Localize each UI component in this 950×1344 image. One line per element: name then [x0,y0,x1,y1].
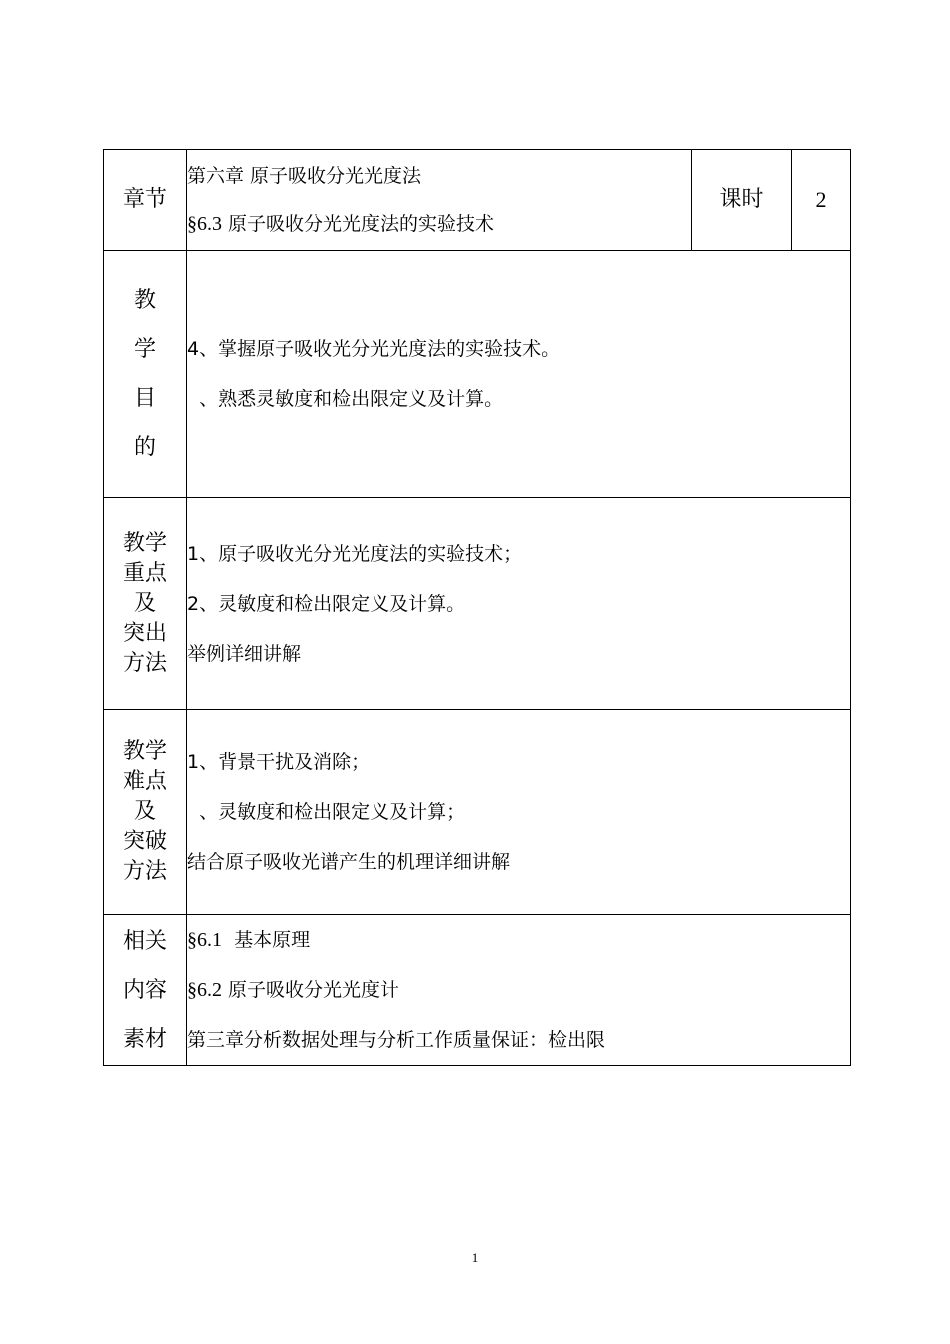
difficulties-label-line: 及 [133,799,156,824]
objectives-label-cell [104,251,187,498]
difficulties-label-line: 教学 [122,739,167,764]
chapter-title: 第六章 原子吸收分光光度法 [187,165,422,187]
row-related [104,915,851,1066]
related-label-line: 素材 [122,1026,167,1052]
difficulty-item: 、灵敏度和检出限定义及计算； [187,801,466,823]
difficulties-label-line: 难点 [122,769,167,794]
section-title [187,200,691,248]
related-label-line: 相关 [122,928,167,954]
related-item [187,965,850,1015]
chapter-label-cell [104,150,187,251]
lesson-plan-table [103,149,851,1066]
key-point-item: 2、灵敏度和检出限定义及计算。 [187,592,466,615]
related-label-line: 内容 [122,977,167,1003]
hours-value: 2 [815,187,827,212]
key-points-label-line: 突出 [122,620,167,646]
difficulty-item: 1、背景干扰及消除； [187,751,371,773]
section-number: §6.3 [187,213,222,235]
difficulty-method: 结合原子吸收光谱产生的机理详细讲解 [187,851,511,873]
difficulties-label-line: 突破 [122,829,167,854]
related-section-number: §6.2 [187,979,222,1001]
hours-label-cell [692,150,792,251]
objectives-label-char: 教 [133,288,156,313]
chapter-content-cell [187,150,692,251]
chapter-label: 章节 [122,187,167,212]
difficulties-label-line: 方法 [122,859,167,884]
difficulties-label-cell [104,710,187,915]
objectives-label-char: 的 [133,435,156,460]
key-points-label-cell [104,498,187,710]
section-name: 原子吸收分光光度法的实验技术 [222,213,495,235]
row-key-points [104,498,851,710]
difficulties-content-cell [187,710,851,915]
row-objectives [104,251,851,498]
related-item: 第三章分析数据处理与分析工作质量保证：检出限 [187,1029,606,1051]
related-item [187,915,850,965]
related-label-cell [104,915,187,1066]
page-number: 1 [471,1250,479,1265]
key-point-item: 1、原子吸收光分光光度法的实验技术； [187,542,523,565]
objectives-content-cell [187,251,851,498]
related-content-cell [187,915,851,1066]
objectives-label-char: 目 [133,386,156,411]
objective-item: 、熟悉灵敏度和检出限定义及计算。 [187,388,504,410]
related-section-number: §6.1 [187,929,222,951]
key-points-content-cell [187,498,851,710]
hours-value-cell [792,150,851,251]
key-points-label-line: 方法 [122,650,167,676]
key-points-label-line: 教学 [122,530,167,556]
related-section-name: 原子吸收分光光度计 [222,979,400,1001]
related-section-name: 基本原理 [222,929,311,951]
objective-item: 4、掌握原子吸收光分光光度法的实验技术。 [187,338,561,360]
key-points-label-line: 重点 [122,560,167,586]
key-point-method: 举例详细讲解 [187,642,302,665]
key-points-label-line: 及 [133,590,156,616]
row-chapter [104,150,851,251]
objectives-label-char: 学 [133,337,156,362]
row-difficulties [104,710,851,915]
hours-label: 课时 [719,187,764,212]
